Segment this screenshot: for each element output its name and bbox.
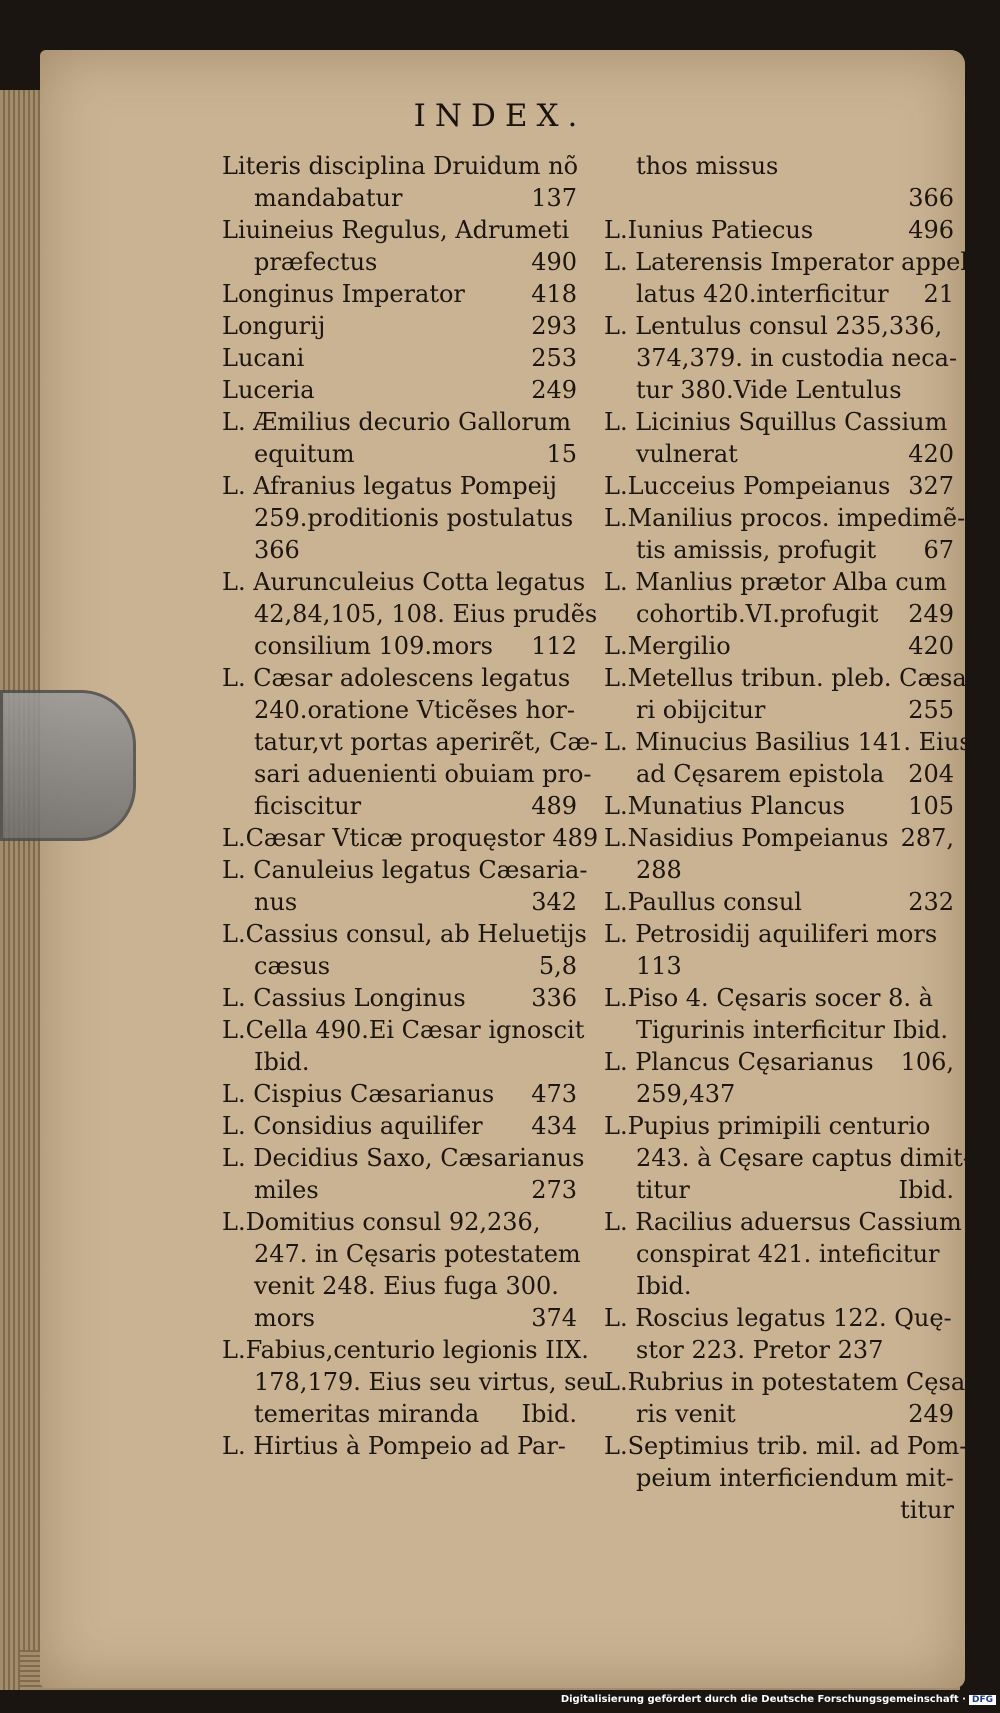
entry-text: L. Laterensis Imperator appel- xyxy=(604,248,977,276)
page-reference: titur xyxy=(900,1496,954,1524)
index-entry-line xyxy=(604,918,954,950)
index-entry xyxy=(604,246,977,310)
entry-text: latus 420.interficitur xyxy=(636,280,889,308)
page-reference: 434 xyxy=(531,1112,577,1140)
index-entry-line xyxy=(604,310,954,342)
index-entry xyxy=(604,982,954,1046)
index-entry-line xyxy=(222,246,577,278)
index-entry-line xyxy=(604,1142,971,1174)
index-entry-line xyxy=(222,790,577,822)
entry-text: 113 xyxy=(636,952,682,980)
entry-text: L.Paullus consul xyxy=(604,888,802,916)
page-reference: 253 xyxy=(531,344,577,372)
index-entry-line xyxy=(604,758,954,790)
entry-text: Literis disciplina Druidum nõ xyxy=(222,152,579,180)
index-entry xyxy=(222,918,587,982)
entry-text: nus xyxy=(254,888,298,916)
index-entry-line xyxy=(604,150,954,182)
index-entry-line xyxy=(222,1302,577,1334)
index-entry-line xyxy=(604,342,958,374)
index-entry-line xyxy=(604,1174,954,1206)
page-reference: 21 xyxy=(923,280,954,308)
entry-text: L. Cassius Longinus xyxy=(222,984,466,1012)
page-reference: 496 xyxy=(908,216,954,244)
page-reference: 366 xyxy=(908,184,954,212)
index-entry-line xyxy=(222,566,586,598)
index-entry-line xyxy=(222,534,577,566)
index-entry xyxy=(222,1014,585,1078)
entry-text: 240.oratione Vticẽses hor- xyxy=(254,696,575,724)
entry-text: L.Iunius Patiecus xyxy=(604,216,814,244)
entry-text: Liuineius Regulus, Adrumeti xyxy=(222,216,570,244)
entry-text: tatur,vt portas aperirẽt, Cæ- xyxy=(254,728,599,756)
entry-text: tis amissis, profugit xyxy=(636,536,877,564)
entry-text: Lucani xyxy=(222,344,305,372)
index-entry xyxy=(604,918,954,982)
entry-text: sari aduenienti obuiam pro- xyxy=(254,760,592,788)
index-entry-line xyxy=(604,790,954,822)
index-entry-line xyxy=(604,886,954,918)
index-entry-line xyxy=(604,182,954,214)
index-entry-line xyxy=(222,918,587,950)
page-reference: 374 xyxy=(531,1304,577,1332)
entry-text: miles xyxy=(254,1176,319,1204)
index-entry-line xyxy=(604,982,954,1014)
index-entry-line xyxy=(222,886,577,918)
page-reference: 490 xyxy=(531,248,577,276)
page-reference: 473 xyxy=(531,1080,577,1108)
index-entry xyxy=(604,630,954,662)
index-entry-line xyxy=(604,278,954,310)
entry-text: Ibid. xyxy=(254,1048,310,1076)
index-entry-line xyxy=(222,1398,577,1430)
index-entry xyxy=(604,726,972,790)
index-entry-line xyxy=(222,1142,585,1174)
entry-text: cæsus xyxy=(254,952,331,980)
index-entry xyxy=(604,1046,954,1110)
index-entry-line xyxy=(222,374,577,406)
credit-text: Digitalisierung gefördert durch die Deutsche Forschungsgemeinschaft · xyxy=(560,1694,966,1705)
index-entry xyxy=(222,406,577,470)
index-entry-line xyxy=(604,534,954,566)
index-entry xyxy=(222,1142,585,1206)
index-entry-line xyxy=(222,630,577,662)
page-clip xyxy=(0,690,136,841)
index-entry-line xyxy=(604,438,954,470)
index-entry xyxy=(604,822,954,886)
entry-text: venit 248. Eius fuga 300. xyxy=(254,1272,559,1300)
page-reference: 327 xyxy=(908,472,954,500)
index-column-left xyxy=(222,150,607,1462)
entry-text: L. Aurunculeius Cotta legatus xyxy=(222,568,586,596)
entry-text: Ibid. xyxy=(636,1272,692,1300)
index-entry xyxy=(604,790,954,822)
dfg-logo: DFG xyxy=(969,1695,996,1705)
index-entry-line xyxy=(604,950,954,982)
page-reference: 15 xyxy=(546,440,577,468)
page-reference: 342 xyxy=(531,888,577,916)
index-entry xyxy=(222,310,577,342)
index-entry-line xyxy=(222,1110,577,1142)
index-entry xyxy=(222,374,577,406)
entry-text: L. Racilius aduersus Cassium xyxy=(604,1208,962,1236)
entry-text: L.Munatius Plancus xyxy=(604,792,845,820)
entry-text: L.Rubrius in potestatem Cęsa- xyxy=(604,1368,974,1396)
entry-text: L. Plancus Cęsarianus xyxy=(604,1048,874,1076)
entry-text: L.Cella 490.Ei Cæsar ignoscit xyxy=(222,1016,585,1044)
index-entry-line xyxy=(222,694,577,726)
index-entry-line xyxy=(604,1494,954,1526)
index-entry-line xyxy=(222,150,577,182)
index-entry-line xyxy=(222,1270,577,1302)
index-entry-line xyxy=(222,1238,581,1270)
page-reference: 232 xyxy=(908,888,954,916)
index-entry xyxy=(604,566,954,630)
index-entry xyxy=(222,342,577,374)
index-entry-line xyxy=(222,758,592,790)
index-entry-line xyxy=(604,1302,954,1334)
entry-text: 288 xyxy=(636,856,682,884)
index-entry xyxy=(222,1430,577,1462)
entry-text: L. Minucius Basilius 141. Eius xyxy=(604,728,972,756)
index-entry-line xyxy=(222,278,577,310)
page-reference: 255 xyxy=(908,696,954,724)
index-entry-line xyxy=(604,1398,954,1430)
index-entry-line xyxy=(604,246,977,278)
index-entry-line xyxy=(604,822,954,854)
index-entry xyxy=(222,1110,577,1142)
index-entry-line xyxy=(604,566,954,598)
index-entry-line xyxy=(604,470,954,502)
index-entry-line xyxy=(222,982,577,1014)
index-entry-line xyxy=(222,1014,585,1046)
entry-text: L.Fabius,centurio legionis IIX. xyxy=(222,1336,589,1364)
index-entry-line xyxy=(604,662,975,694)
page-reference: Ibid. xyxy=(898,1176,954,1204)
entry-text: 374,379. in custodia neca- xyxy=(636,344,958,372)
entry-text: L. Cispius Cæsarianus xyxy=(222,1080,495,1108)
entry-text: 243. à Cęsare captus dimit- xyxy=(636,1144,971,1172)
index-entry-line xyxy=(604,854,954,886)
index-entry-line xyxy=(222,1334,589,1366)
entry-text: consilium 109.mors xyxy=(254,632,493,660)
page-reference: 106, xyxy=(900,1048,954,1076)
index-entry xyxy=(604,662,975,726)
entry-text: 366 xyxy=(254,536,300,564)
index-entry xyxy=(604,1302,954,1366)
entry-text: tur 380.Vide Lentulus xyxy=(636,376,902,404)
entry-text: vulnerat xyxy=(636,440,738,468)
page-reference: 67 xyxy=(923,536,954,564)
entry-text: 42,84,105, 108. Eius prudẽs xyxy=(254,600,598,628)
entry-text: L.Piso 4. Cęsaris socer 8. à xyxy=(604,984,933,1012)
entry-text: L. Cæsar adolescens legatus xyxy=(222,664,571,692)
index-entry xyxy=(222,854,588,918)
index-entry-line xyxy=(222,342,577,374)
page-reference: 418 xyxy=(531,280,577,308)
entry-text: 259.proditionis postulatus xyxy=(254,504,574,532)
index-entry-line xyxy=(604,1366,974,1398)
entry-text: Luceria xyxy=(222,376,315,404)
index-entry-line xyxy=(604,1270,954,1302)
page-header: INDEX. xyxy=(413,98,587,134)
index-entry-line xyxy=(222,854,588,886)
index-entry xyxy=(604,1206,962,1302)
index-entry xyxy=(222,1334,607,1430)
entry-text: L. Decidius Saxo, Cæsarianus xyxy=(222,1144,585,1172)
index-entry xyxy=(604,886,954,918)
entry-text: L.Cassius consul, ab Heluetijs xyxy=(222,920,587,948)
index-entry xyxy=(222,214,577,278)
index-entry-line xyxy=(222,214,577,246)
index-entry-line xyxy=(222,1366,607,1398)
page-reference: 420 xyxy=(908,632,954,660)
entry-text: L.Pupius primipili centurio xyxy=(604,1112,931,1140)
index-entry-line xyxy=(604,1046,954,1078)
index-entry xyxy=(604,470,954,502)
index-entry xyxy=(222,982,577,1014)
index-entry-line xyxy=(222,1430,577,1462)
entry-text: temeritas miranda xyxy=(254,1400,480,1428)
entry-text: mors xyxy=(254,1304,315,1332)
index-entry-line xyxy=(604,694,954,726)
index-entry-line xyxy=(604,1014,954,1046)
index-entry-line xyxy=(222,822,599,854)
entry-text: stor 223. Pretor 237 xyxy=(636,1336,884,1364)
index-entry-line xyxy=(604,1334,954,1366)
entry-text: L.Metellus tribun. pleb. Cæsa- xyxy=(604,664,975,692)
index-entry-line xyxy=(604,374,954,406)
entry-text: ris venit xyxy=(636,1400,736,1428)
entry-text: Longinus Imperator xyxy=(222,280,465,308)
index-entry-line xyxy=(222,502,577,534)
index-entry xyxy=(222,1206,581,1334)
index-entry xyxy=(604,1110,971,1206)
index-entry xyxy=(604,502,966,566)
entry-text: L. Petrosidij aquiliferi mors xyxy=(604,920,938,948)
index-entry-line xyxy=(604,406,954,438)
index-entry-line xyxy=(604,1238,954,1270)
index-entry xyxy=(222,822,599,854)
entry-text: L. Considius aquilifer xyxy=(222,1112,483,1140)
entry-text: Tigurinis interficitur Ibid. xyxy=(636,1016,949,1044)
index-entry-line xyxy=(222,182,577,214)
entry-text: ad Cęsarem epistola xyxy=(636,760,885,788)
index-entry-line xyxy=(222,310,577,342)
entry-text: 259,437 xyxy=(636,1080,736,1108)
entry-text: Longurij xyxy=(222,312,326,340)
index-entry xyxy=(604,150,954,214)
entry-text: L.Domitius consul 92,236, xyxy=(222,1208,541,1236)
index-entry xyxy=(222,1078,577,1110)
entry-text: peium interficiendum mit- xyxy=(636,1464,954,1492)
entry-text: L.Cæsar Vticæ proquęstor 489 xyxy=(222,824,599,852)
index-entry xyxy=(604,1366,974,1430)
index-entry-line xyxy=(604,1430,968,1462)
entry-text: L. Afranius legatus Pompeij xyxy=(222,472,557,500)
entry-text: 247. in Cęsaris potestatem xyxy=(254,1240,581,1268)
index-entry-line xyxy=(604,726,972,758)
index-entry-line xyxy=(222,950,577,982)
index-entry xyxy=(604,406,954,470)
entry-text: mandabatur xyxy=(254,184,403,212)
index-entry-line xyxy=(604,502,966,534)
entry-text: thos missus xyxy=(636,152,779,180)
page-reference: 105 xyxy=(908,792,954,820)
index-entry-line xyxy=(222,1174,577,1206)
entry-text: conspirat 421. inteficitur xyxy=(636,1240,940,1268)
index-entry-line xyxy=(222,598,598,630)
page-reference: Ibid. xyxy=(521,1400,577,1428)
entry-text: L. Manlius prætor Alba cum xyxy=(604,568,947,596)
index-entry-line xyxy=(222,1046,577,1078)
entry-text: L. Roscius legatus 122. Quę- xyxy=(604,1304,952,1332)
entry-text: L. Æmilius decurio Gallorum xyxy=(222,408,572,436)
page-reference: 204 xyxy=(908,760,954,788)
page-reference: 336 xyxy=(531,984,577,1012)
index-entry-line xyxy=(604,630,954,662)
entry-text: L.Septimius trib. mil. ad Pom- xyxy=(604,1432,968,1460)
index-entry xyxy=(222,566,598,662)
entry-text: L.Nasidius Pompeianus xyxy=(604,824,889,852)
index-entry-line xyxy=(222,662,577,694)
page-edge-left xyxy=(0,90,42,1690)
page-reference: 293 xyxy=(531,312,577,340)
index-entry-line xyxy=(222,1206,577,1238)
index-entry xyxy=(222,150,577,214)
index-entry-line xyxy=(604,214,954,246)
index-entry xyxy=(604,310,958,406)
entry-text: ri obijcitur xyxy=(636,696,766,724)
page-reference: 249 xyxy=(908,1400,954,1428)
index-entry-line xyxy=(222,1078,577,1110)
entry-text: L.Mergilio xyxy=(604,632,731,660)
index-entry xyxy=(604,214,954,246)
digitization-credit xyxy=(561,1694,996,1705)
index-entry-line xyxy=(604,1078,954,1110)
page-reference: 137 xyxy=(531,184,577,212)
index-entry-line xyxy=(604,1462,954,1494)
page-reference: 287, xyxy=(900,824,954,852)
entry-text: 178,179. Eius seu virtus, seu xyxy=(254,1368,607,1396)
entry-text: cohortib.VI.profugit xyxy=(636,600,879,628)
index-entry-line xyxy=(222,406,577,438)
entry-text: L. Lentulus consul 235,336, xyxy=(604,312,943,340)
index-entry xyxy=(222,662,599,822)
index-entry-line xyxy=(222,438,577,470)
index-entry xyxy=(222,470,577,566)
entry-text: titur xyxy=(636,1176,690,1204)
index-column-right xyxy=(604,150,977,1526)
index-entry-line xyxy=(604,598,954,630)
page-reference: 273 xyxy=(531,1176,577,1204)
page-reference: 420 xyxy=(908,440,954,468)
index-entry-line xyxy=(604,1206,962,1238)
entry-text: L.Manilius procos. impedimẽ- xyxy=(604,504,966,532)
page-reference: 489 xyxy=(531,792,577,820)
entry-text: L. Hirtius à Pompeio ad Par- xyxy=(222,1432,566,1460)
page-reference: 249 xyxy=(531,376,577,404)
entry-text: L. Licinius Squillus Cassium xyxy=(604,408,948,436)
index-entry-line xyxy=(222,470,577,502)
index-entry-line xyxy=(604,1110,954,1142)
page-reference: 5,8 xyxy=(538,952,577,980)
index-entry xyxy=(222,278,577,310)
entry-text: ficiscitur xyxy=(254,792,362,820)
entry-text: L.Lucceius Pompeianus xyxy=(604,472,891,500)
index-entry xyxy=(604,1430,968,1526)
page-reference: 112 xyxy=(531,632,577,660)
entry-text: præfectus xyxy=(254,248,378,276)
entry-text: L. Canuleius legatus Cæsaria- xyxy=(222,856,588,884)
index-entry-line xyxy=(222,726,599,758)
page-reference: 249 xyxy=(908,600,954,628)
entry-text: equitum xyxy=(254,440,355,468)
